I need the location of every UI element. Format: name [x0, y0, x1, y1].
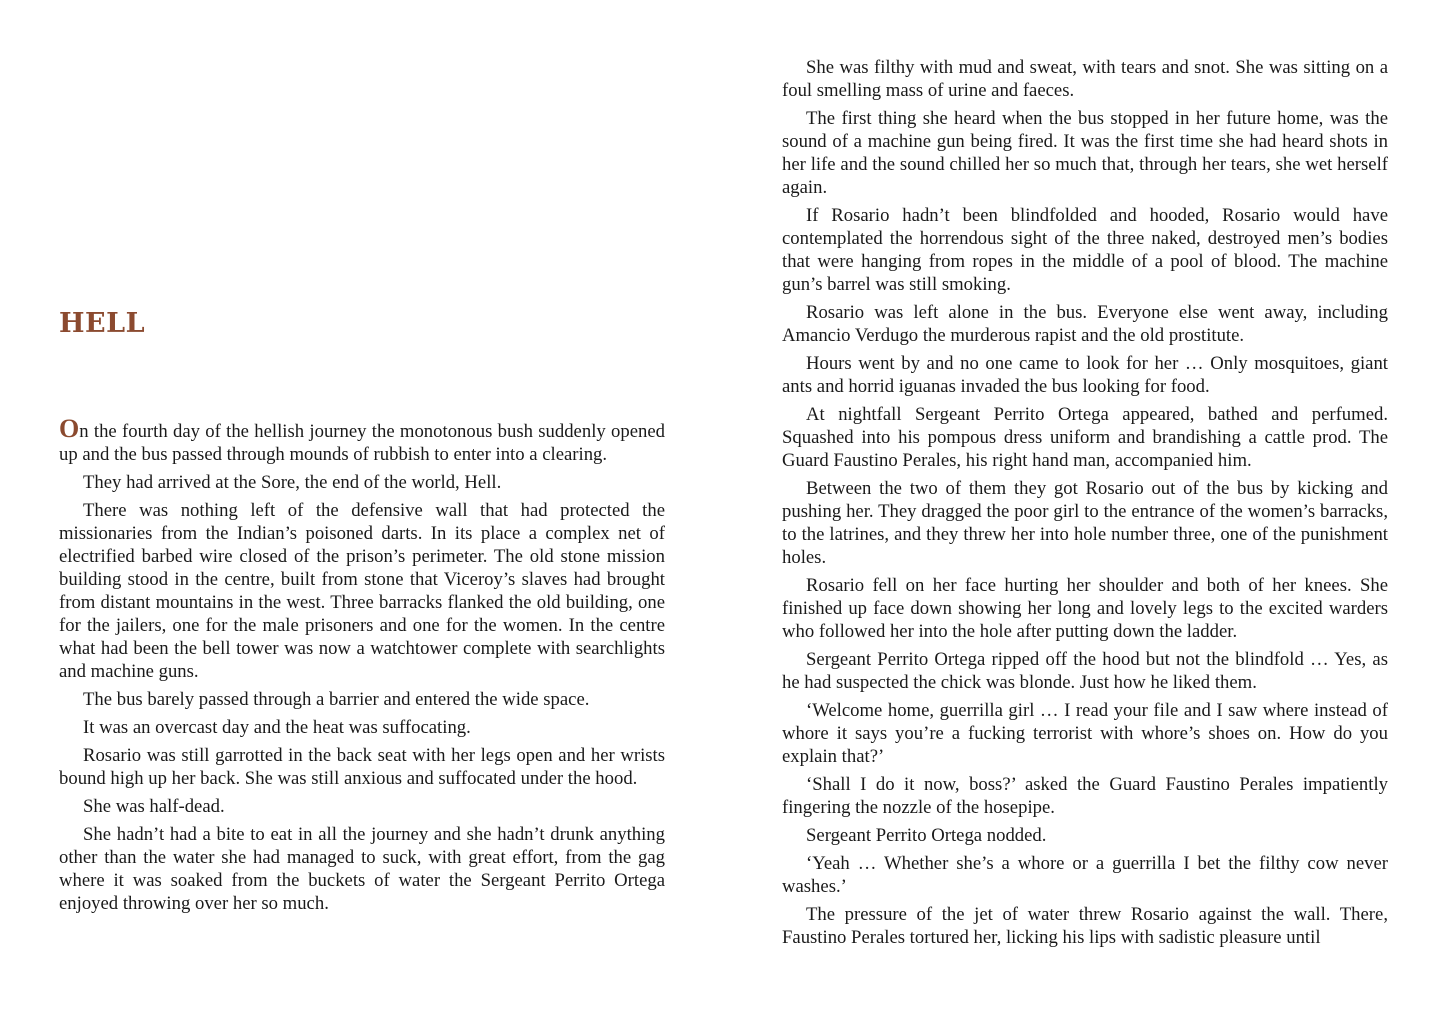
- paragraph: The bus barely passed through a barrier and entered the wide space.: [83, 689, 590, 710]
- opening-paragraph: [59, 414, 665, 466]
- chapter-title: HELL: [59, 308, 146, 339]
- right-page: [782, 0, 1388, 1021]
- paragraph: Rosario fell on her face hurting her shoulder and both of her knees. She finished up face down showing her long and lovely legs to the excited warders who followed her into the hole after putting down the ladder.: [782, 575, 1388, 642]
- paragraph: ‘Shall I do it now, boss?’ asked the Guard Faustino Perales impatiently fingering the nozzle of the hosepipe.: [782, 774, 1388, 818]
- paragraph: The first thing she heard when the bus stopped in her future home, was the sound of a machine gun being fired. It was the first time she had heard shots in her life and the sound chilled her so much that, through her tears, she wet herself again.: [782, 108, 1388, 198]
- paragraph: There was nothing left of the defensive wall that had protected the missionaries from the Indian’s poisoned darts. In its place a complex net of electrified barbed wire closed of the prison’s perimeter. The old stone mission building stood in the centre, built from stone that Viceroy’s slaves had brought from distant mountains in the west. Three barracks flanked the old building, one for the jailers, one for the male prisoners and one for the women. In the centre what had been the bell tower was now a watchtower complete with searchlights and machine guns.: [59, 500, 665, 682]
- drop-cap: O: [59, 414, 80, 443]
- paragraph: Rosario was left alone in the bus. Everyone else went away, including Amancio Verdugo the murderous rapist and the old prostitute.: [782, 302, 1388, 346]
- paragraph: Sergeant Perrito Ortega ripped off the hood but not the blindfold … Yes, as he had suspected the chick was blonde. Just how he liked them.: [782, 649, 1388, 693]
- paragraph: Sergeant Perrito Ortega nodded.: [806, 825, 1047, 846]
- paragraph: Between the two of them they got Rosario out of the bus by kicking and pushing her. They dragged the poor girl to the entrance of the women’s barracks, to the latrines, and they threw her into hole number three, one of the punishment holes.: [782, 478, 1388, 568]
- left-page-text: [59, 414, 665, 920]
- paragraph: She was filthy with mud and sweat, with tears and snot. She was sitting on a foul smelling mass of urine and faeces.: [782, 57, 1388, 101]
- paragraph: If Rosario hadn’t been blindfolded and hooded, Rosario would have contemplated the horrendous sight of the three naked, destroyed men’s bodies that were hanging from ropes in the middle of a pool of blood. The machine gun’s barrel was still smoking.: [782, 205, 1388, 295]
- paragraph: She hadn’t had a bite to eat in all the journey and she hadn’t drunk anything other than the water she had managed to suck, with great effort, from the gag where it was soaked from the buckets of water the Sergeant Perrito Ortega enjoyed throwing over her so much.: [59, 824, 665, 914]
- opening-paragraph-text: n the fourth day of the hellish journey the monotonous bush suddenly opened up and the bus passed through mounds of rubbish to enter into a clearing.: [59, 421, 665, 465]
- paragraph: At nightfall Sergeant Perrito Ortega appeared, bathed and perfumed. Squashed into his pompous dress uniform and brandishing a cattle prod. The Guard Faustino Perales, his right hand man, accompanied him.: [782, 404, 1388, 471]
- left-page: [59, 0, 665, 1021]
- paragraph: Hours went by and no one came to look for her … Only mosquitoes, giant ants and horrid iguanas invaded the bus looking for food.: [782, 353, 1388, 397]
- paragraph: They had arrived at the Sore, the end of the world, Hell.: [83, 472, 502, 493]
- paragraph: She was half-dead.: [83, 796, 225, 817]
- paragraph: Rosario was still garrotted in the back seat with her legs open and her wrists bound high up her back. She was still anxious and suffocated under the hood.: [59, 745, 665, 789]
- paragraph: It was an overcast day and the heat was suffocating.: [83, 717, 471, 738]
- paragraph: The pressure of the jet of water threw Rosario against the wall. There, Faustino Perales tortured her, licking his lips with sadistic pleasure until: [782, 904, 1388, 948]
- paragraph: ‘Welcome home, guerrilla girl … I read your file and I saw where instead of whore it says you’re a fucking terrorist with whore’s shoes on. How do you explain that?’: [782, 700, 1388, 767]
- paragraph: ‘Yeah … Whether she’s a whore or a guerrilla I bet the filthy cow never washes.’: [782, 853, 1388, 897]
- right-page-text: [782, 56, 1388, 954]
